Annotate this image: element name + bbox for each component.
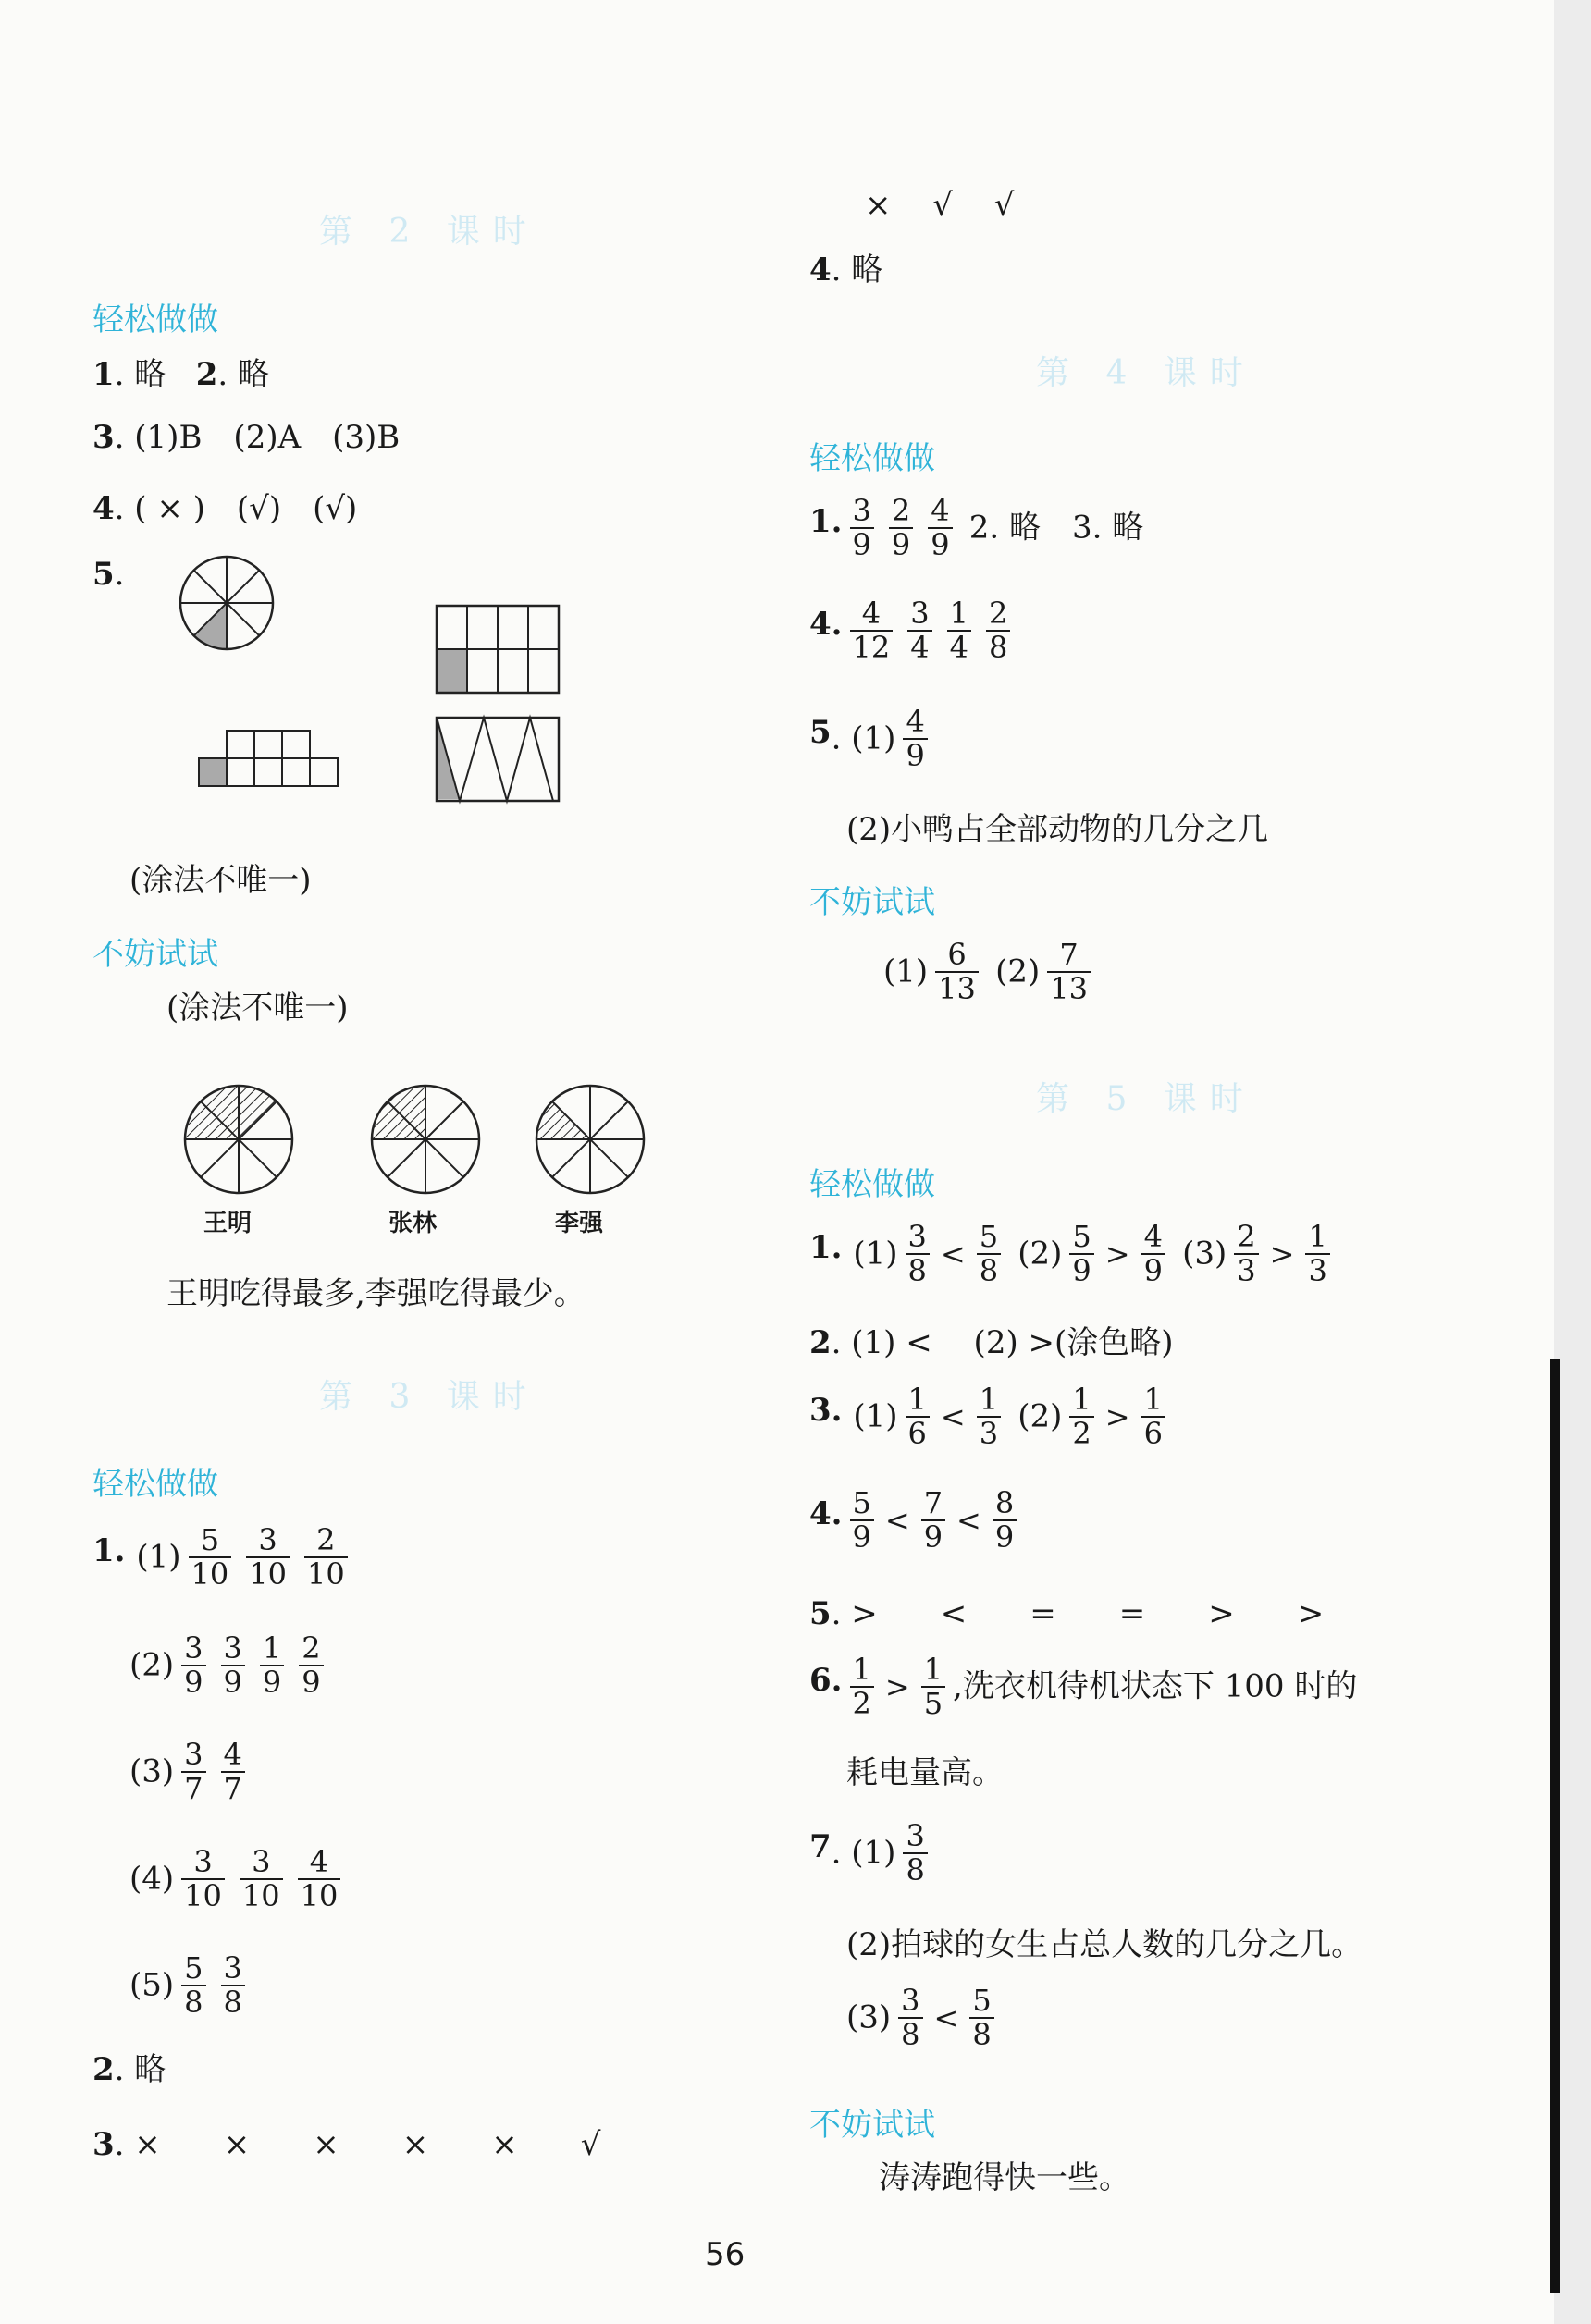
numerator: 3 [252, 1844, 271, 1879]
denominator: 12 [850, 630, 894, 664]
fraction [921, 1654, 945, 1719]
denominator: 9 [889, 527, 913, 561]
sub-label: (2) [130, 1646, 175, 1684]
denominator: 7 [221, 1771, 245, 1805]
fraction [850, 1654, 874, 1719]
numerator: 2 [316, 1522, 336, 1557]
answer-text: . 略 [114, 2051, 166, 2088]
numerator: 3 [223, 1630, 242, 1666]
denominator: 9 [850, 527, 874, 561]
fraction [907, 597, 931, 663]
fraction [850, 495, 874, 560]
question-number: 5 [809, 1595, 832, 1632]
question-number: 7 [809, 1828, 832, 1866]
fraction [921, 1487, 945, 1553]
denominator: 10 [240, 1878, 283, 1912]
denominator: 9 [928, 527, 952, 561]
block-figure [199, 731, 338, 786]
fraction [181, 1846, 225, 1912]
question-number: 1 [92, 1532, 115, 1570]
pie-liqiang [536, 1086, 644, 1193]
lesson-3-title: 第 3 课时 [319, 1378, 539, 1416]
numerator: 3 [258, 1522, 278, 1557]
denominator: 5 [921, 1686, 945, 1720]
compare-op: > [1104, 1236, 1130, 1272]
fraction [221, 1632, 245, 1698]
denominator: 2 [850, 1686, 874, 1720]
numerator: 3 [906, 1818, 925, 1853]
denominator: 9 [181, 1665, 205, 1699]
note-not-unique: (涂法不唯一) [130, 862, 312, 899]
question-number: 5 [809, 714, 832, 752]
numerator: 3 [184, 1630, 204, 1666]
l3-q1-item-1: 1. (1) $\frac{5}{10}$ $\frac{3}{10}$ $\frac{2}{10}$ [92, 1524, 355, 1590]
fraction [181, 1739, 205, 1804]
fraction [240, 1846, 283, 1912]
numerator: 3 [193, 1844, 213, 1879]
l4-answer-5-2: (2)小鸭占全部动物的几分之几 [846, 811, 1269, 848]
question-number: 3 [809, 1392, 832, 1430]
answer-text: . ( × ) (√) (√) [114, 490, 358, 527]
denominator: 9 [1069, 1253, 1093, 1287]
denominator: 3 [1305, 1253, 1329, 1287]
numerator: 4 [931, 493, 950, 528]
numerator: 1 [1308, 1219, 1327, 1254]
fraction [906, 1221, 930, 1286]
denominator: 8 [906, 1253, 930, 1287]
denominator: 9 [260, 1665, 284, 1699]
question-number: 2 [809, 1324, 832, 1361]
pie-conclusion: 王明吃得最多,李强吃得最少。 [166, 1275, 586, 1312]
numerator: 4 [1143, 1219, 1163, 1254]
numerator: 2 [891, 493, 911, 528]
l5-answer-7 [809, 1820, 935, 1886]
pie-label-zhanglin: 张林 [388, 1210, 438, 1237]
denominator: 9 [299, 1665, 323, 1699]
question-number: 5 [92, 556, 115, 593]
lesson-2-title: 第 2 课时 [319, 213, 539, 251]
numerator: 5 [852, 1485, 871, 1520]
question-number: 3 [92, 2126, 115, 2163]
fraction [850, 1487, 874, 1553]
l5-answer-7-3 [846, 1985, 1002, 2050]
denominator: 6 [906, 1416, 930, 1450]
section-easy-2: 轻松做做 [92, 1466, 218, 1503]
lesson-4-title: 第 4 课时 [1036, 354, 1256, 392]
denominator: 8 [969, 2017, 993, 2051]
fraction [260, 1632, 284, 1698]
top-marks: × √ √ [865, 187, 1015, 224]
denominator: 2 [1069, 1416, 1093, 1450]
numerator: 5 [979, 1219, 999, 1254]
fraction [977, 1221, 1001, 1286]
denominator: 8 [221, 1985, 245, 2019]
denominator: 3 [1234, 1253, 1258, 1287]
numerator: 5 [184, 1950, 204, 1986]
denominator: 9 [921, 1519, 945, 1554]
denominator: 7 [181, 1771, 205, 1805]
denominator: 13 [935, 971, 979, 1005]
shading-figures [157, 546, 574, 814]
sub-label: (1) [136, 1538, 181, 1576]
pie-label-liqiang: 李强 [555, 1210, 604, 1237]
answer-line-4-right [809, 252, 883, 289]
answer-line-5 [92, 556, 125, 593]
page-number: 56 [705, 2236, 746, 2273]
compare-op: < [933, 1999, 959, 2035]
fraction [935, 939, 979, 1004]
numerator: 5 [972, 1983, 992, 2018]
numerator: 3 [901, 1983, 920, 2018]
section-easy-right-2: 轻松做做 [809, 1166, 935, 1203]
compare-op: > [1269, 1236, 1295, 1272]
denominator: 10 [304, 1556, 348, 1591]
numerator: 1 [949, 596, 968, 631]
fraction [898, 1985, 922, 2050]
fraction [299, 1632, 323, 1698]
answer-line-4 [92, 490, 358, 527]
sub-label: (2) [995, 953, 1041, 990]
sub-label: (4) [130, 1860, 175, 1898]
answer-text: . (1)B (2)A (3)B [114, 419, 401, 456]
numerator: 3 [907, 1219, 927, 1254]
section-easy-right: 轻松做做 [809, 440, 935, 477]
question-number: 2 [195, 356, 218, 393]
binding-edge-line [1550, 1359, 1560, 2293]
numerator: 5 [1072, 1219, 1092, 1254]
denominator: 9 [903, 738, 927, 772]
page-edge-shade [1554, 0, 1591, 2324]
l3-answer-2 [92, 2051, 166, 2088]
fraction [298, 1846, 341, 1912]
question-number: 4 [809, 252, 832, 289]
denominator: 8 [181, 1985, 205, 2019]
fraction [928, 495, 952, 560]
section-try-right: 不妨试试 [809, 884, 935, 921]
denominator: 10 [189, 1556, 232, 1591]
grid-eighths-figure [437, 606, 559, 693]
lesson-5-title: 第 5 课时 [1036, 1080, 1256, 1118]
sub-label: (5) [130, 1966, 175, 2004]
fraction [189, 1524, 232, 1590]
compare-op: < [956, 1502, 981, 1538]
answer-line-3 [92, 419, 401, 456]
question-number: 4 [809, 1495, 832, 1533]
l5-answer-2 [809, 1324, 1174, 1361]
pie-zhanglin [372, 1086, 479, 1193]
question-number: 1 [92, 356, 115, 393]
numerator: 2 [988, 596, 1008, 631]
fraction [181, 1952, 205, 2018]
denominator: 8 [977, 1253, 1001, 1287]
fraction [1069, 1221, 1093, 1286]
sub-label: (3) [1182, 1235, 1227, 1273]
denominator: 10 [181, 1878, 225, 1912]
answer-text: . > < = = > > [831, 1595, 1325, 1632]
numerator: 1 [1072, 1382, 1092, 1417]
question-number: 6 [809, 1662, 832, 1700]
l3-q1-item-3 [130, 1739, 253, 1804]
l5-answer-4: 4. $\frac{5}{9}$ < $\frac{7}{9}$ < $\frac{8}{9}$ [809, 1487, 1024, 1553]
sub-label: (1) [883, 953, 929, 990]
denominator: 10 [246, 1556, 290, 1591]
sub-label: . (1) [831, 1834, 896, 1872]
sub-label: (2) [1018, 1235, 1063, 1273]
l3-q1-item-5 [130, 1952, 253, 2018]
l5-answer-3: 3. (1) $\frac{1}{6}$ < $\frac{1}{3}$ (2) $\frac{1}{2}$ > $\frac{1}{6}$ [809, 1383, 1173, 1449]
question-number: 1 [809, 1229, 832, 1267]
answer-text: . [114, 556, 125, 593]
compare-op: < [940, 1398, 966, 1434]
l3-answer-3 [92, 2126, 601, 2163]
denominator: 6 [1141, 1416, 1166, 1450]
denominator: 9 [850, 1519, 874, 1554]
fraction [947, 597, 971, 663]
l5-answer-7-2: (2)拍球的女生占总人数的几分之几。 [846, 1926, 1363, 1963]
fraction [850, 597, 894, 663]
sub-label: . (1) [831, 719, 896, 757]
l4-try-answer [883, 939, 1098, 1004]
denominator: 8 [898, 2017, 922, 2051]
l3-q1-item-4 [130, 1846, 348, 1912]
denominator: 9 [993, 1519, 1017, 1554]
fraction [181, 1632, 205, 1698]
fraction [246, 1524, 290, 1590]
numerator: 5 [200, 1522, 220, 1557]
denominator: 4 [947, 630, 971, 664]
question-number: 3 [92, 419, 115, 456]
compare-op: > [1104, 1398, 1130, 1434]
numerator: 2 [302, 1630, 321, 1666]
fraction [969, 1985, 993, 2050]
l4-answer-5 [809, 706, 935, 771]
fraction [903, 1820, 927, 1886]
numerator: 4 [906, 704, 925, 739]
fraction [903, 706, 927, 771]
answer-text: . (1) < (2) >(涂色略) [831, 1324, 1174, 1361]
denominator: 13 [1047, 971, 1091, 1005]
answer-text: . 略 [217, 356, 270, 393]
denominator: 4 [907, 630, 931, 664]
numerator: 1 [852, 1652, 871, 1687]
numerator: 7 [923, 1485, 944, 1520]
denominator: 8 [986, 630, 1010, 664]
fraction [1069, 1383, 1093, 1449]
numerator: 8 [994, 1485, 1015, 1520]
numerator: 4 [309, 1844, 329, 1879]
fraction [221, 1739, 245, 1804]
l5-answer-6-cont: 耗电量高。 [846, 1754, 1004, 1791]
note-not-unique-2: (涂法不唯一) [166, 990, 349, 1027]
answer-line-1-2 [92, 356, 270, 393]
fraction [977, 1383, 1001, 1449]
numerator: 1 [1143, 1382, 1163, 1417]
l5-answer-6: 6. $\frac{1}{2}$ > $\frac{1}{5}$ ,洗衣机待机状态下 100 时的 [809, 1652, 1358, 1721]
numerator: 2 [1237, 1219, 1256, 1254]
numerator: 3 [223, 1950, 242, 1986]
numerator: 4 [223, 1737, 242, 1772]
compare-op: < [884, 1502, 910, 1538]
fraction [1234, 1221, 1258, 1286]
triangle-figure [437, 718, 559, 801]
l5-answer-5 [809, 1595, 1325, 1632]
numerator: 3 [910, 596, 930, 631]
sub-label: (3) [130, 1752, 175, 1790]
sub-label: (3) [846, 1998, 892, 2036]
sub-label: (1) [853, 1235, 898, 1273]
numerator: 1 [262, 1630, 282, 1666]
fraction [986, 597, 1010, 663]
fraction [906, 1383, 930, 1449]
fraction [1305, 1221, 1329, 1286]
l4-answer-4: 4. $\frac{4}{12}$ $\frac{3}{4}$ $\frac{1}{4}$ $\frac{2}{8}$ [809, 597, 1018, 663]
numerator: 7 [1059, 937, 1079, 972]
denominator: 10 [298, 1878, 341, 1912]
fraction [1047, 939, 1091, 1004]
numerator: 4 [861, 596, 882, 631]
denominator: 3 [977, 1416, 1001, 1450]
sub-label: (1) [853, 1397, 898, 1435]
numerator: 1 [907, 1382, 927, 1417]
denominator: 8 [903, 1852, 927, 1887]
numerator: 3 [852, 493, 871, 528]
numerator: 1 [923, 1652, 944, 1687]
fraction [1141, 1383, 1166, 1449]
numerator: 1 [979, 1382, 999, 1417]
answer-text: . 略 [831, 252, 883, 289]
denominator: 9 [221, 1665, 245, 1699]
numerator: 6 [947, 937, 967, 972]
question-number: 2 [92, 2051, 115, 2088]
fraction [221, 1952, 245, 2018]
fraction [1141, 1221, 1166, 1286]
numerator: 3 [184, 1737, 204, 1772]
question-number: 1 [809, 503, 832, 541]
pie-wangming [185, 1086, 292, 1193]
l3-q1-item-2 [130, 1632, 331, 1698]
fraction [304, 1524, 348, 1590]
question-number: 4 [809, 606, 832, 644]
answer-text: . × × × × × √ [114, 2126, 601, 2163]
pie-label-wangming: 王明 [204, 1210, 253, 1237]
circle-eighths-figure [180, 557, 273, 649]
l4-answer-1: 1. $\frac{3}{9}$ $\frac{2}{9}$ $\frac{4}{9}$ 2. 略 3. 略 [809, 493, 1144, 562]
section-try: 不妨试试 [92, 936, 218, 973]
denominator: 9 [1141, 1253, 1166, 1287]
fraction [889, 495, 913, 560]
l5-answer-1: 1. (1) $\frac{3}{8}$ < $\frac{5}{8}$ (2) $\frac{5}{9}$ > $\frac{4}{9}$ (3) $\frac{2}{3}$ > $\frac{1}{3}$ [809, 1221, 1338, 1286]
fraction [993, 1487, 1017, 1553]
compare-op: < [940, 1236, 966, 1272]
answer-text: ,洗衣机待机状态下 100 时的 [953, 1667, 1358, 1705]
answer-text: . 略 [114, 356, 166, 393]
section-easy: 轻松做做 [92, 301, 218, 338]
try-final-answer: 涛涛跑得快一些。 [879, 2159, 1130, 2196]
compare-op: > [884, 1668, 910, 1704]
question-number: 4 [92, 490, 115, 527]
answer-text: 2. 略 3. 略 [968, 509, 1144, 547]
sub-label: (2) [1018, 1397, 1063, 1435]
section-try-right-2: 不妨试试 [809, 2107, 935, 2144]
